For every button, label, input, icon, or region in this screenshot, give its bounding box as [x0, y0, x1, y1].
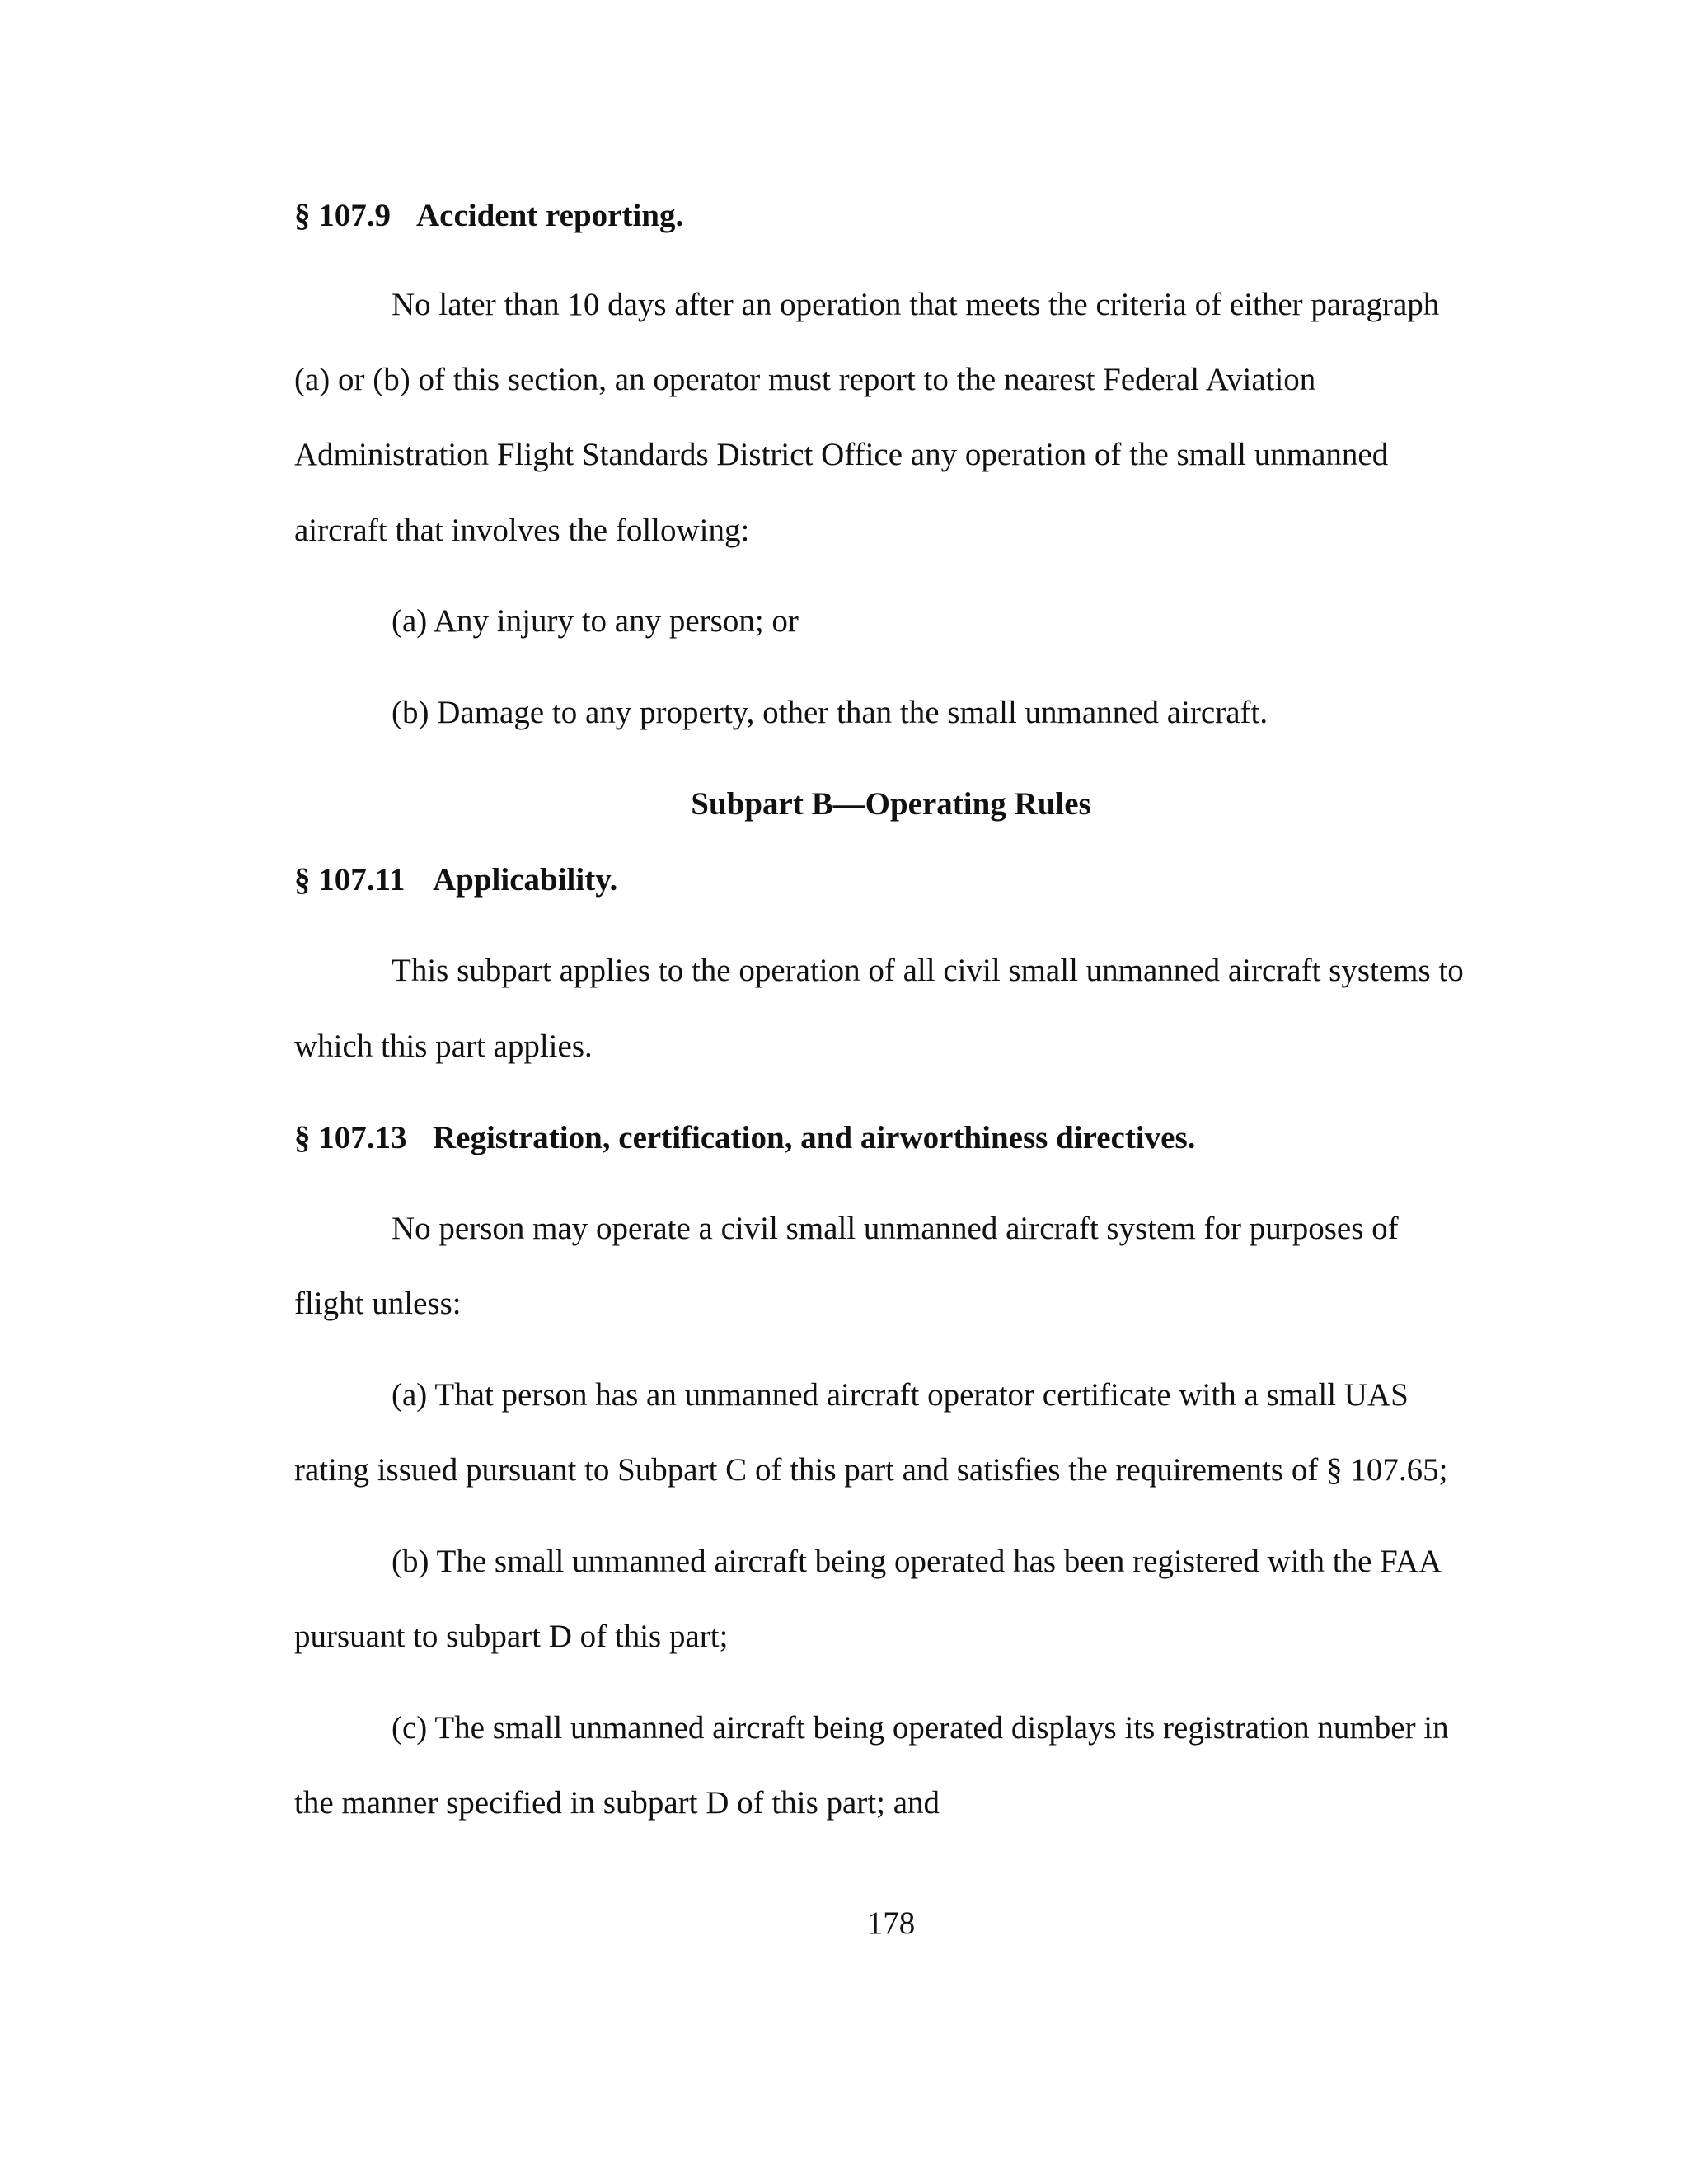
section-title: Accident reporting.: [416, 198, 684, 233]
list-item-a: (a) Any injury to any person; or: [392, 603, 799, 639]
paragraph-line: No later than 10 days after an operation that meets the criteria of either paragraph: [392, 287, 1440, 322]
subpart-heading: Subpart B—Operating Rules: [691, 786, 1091, 822]
paragraph-line: rating issued pursuant to Subpart C of this part and satisfies the requirements of § 107.65;: [294, 1452, 1448, 1488]
paragraph-line: flight unless:: [294, 1286, 462, 1321]
section-number: § 107.9: [294, 198, 391, 233]
list-item-c: (c) The small unmanned aircraft being operated displays its registration number in: [392, 1710, 1449, 1746]
list-item-a: (a) That person has an unmanned aircraft operator certificate with a small UAS: [392, 1377, 1409, 1413]
paragraph-line: which this part applies.: [294, 1029, 593, 1064]
section-title: Applicability.: [433, 862, 618, 898]
paragraph-line: (a) or (b) of this section, an operator must report to the nearest Federal Aviation: [294, 362, 1316, 397]
section-heading-107-11: [294, 860, 617, 900]
section-title: Registration, certification, and airworthiness directives.: [433, 1120, 1196, 1155]
section-number: § 107.13: [294, 1120, 407, 1155]
list-item-b: (b) Damage to any property, other than the small unmanned aircraft.: [392, 695, 1268, 730]
section-heading-107-9: [294, 196, 683, 236]
page-number: 178: [866, 1905, 916, 1941]
paragraph-line: No person may operate a civil small unmanned aircraft system for purposes of: [392, 1211, 1399, 1246]
section-number: § 107.11: [294, 862, 406, 898]
list-item-b: (b) The small unmanned aircraft being operated has been registered with the FAA: [392, 1544, 1442, 1579]
paragraph-line: aircraft that involves the following:: [294, 513, 750, 548]
paragraph-line: This subpart applies to the operation of all civil small unmanned aircraft systems to: [392, 953, 1464, 988]
paragraph-line: Administration Flight Standards District Office any operation of the small unmanned: [294, 437, 1389, 472]
paragraph-line: the manner specified in subpart D of this part; and: [294, 1785, 940, 1821]
paragraph-line: pursuant to subpart D of this part;: [294, 1619, 729, 1654]
section-heading-107-13: [294, 1118, 1195, 1158]
